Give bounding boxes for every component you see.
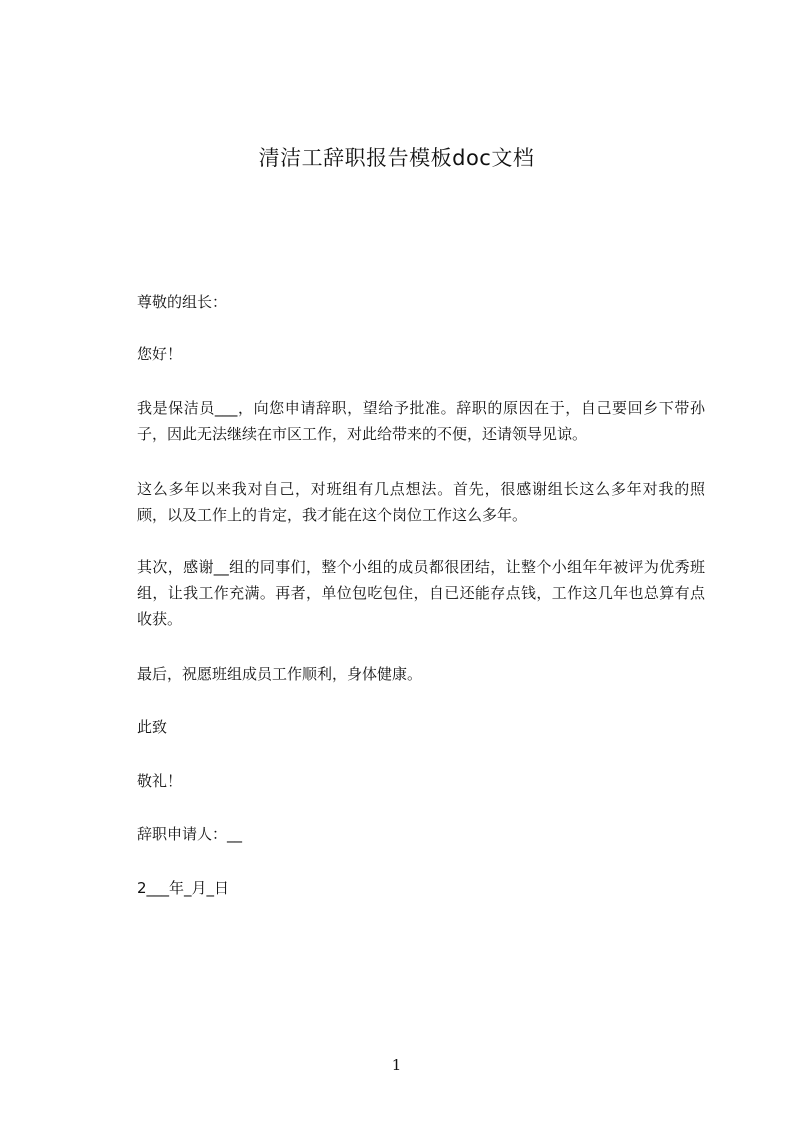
document-title: 清洁工辞职报告模板doc文档 bbox=[258, 146, 535, 170]
body-paragraph: 我是保洁员___，向您申请辞职，望给予批准。辞职的原因在于，自己要回乡下带孙子，因此无法继续在市区工作，对此给带来的不便，还请领导见谅。 bbox=[137, 399, 705, 443]
body-paragraph: 最后，祝愿班组成员工作顺利，身体健康。 bbox=[137, 665, 423, 683]
body-paragraph: 这么多年以来我对自己，对班组有几点想法。首先，很感谢组长这么多年对我的照顾，以及工作上的肯定，我才能在这个岗位工作这么多年。 bbox=[137, 480, 705, 524]
salutation: 尊敬的组长： bbox=[137, 293, 228, 311]
page-number: 1 bbox=[391, 1056, 402, 1074]
body-paragraph: 其次，感谢__组的同事们，整个小组的成员都很团结，让整个小组年年被评为优秀班组，让我工作充满。再者，单位包吃包住，自已还能存点钱，工作这几年也总算有点收获。 bbox=[137, 558, 705, 628]
closing-line: 此致 bbox=[137, 718, 168, 736]
closing-regards: 敬礼！ bbox=[137, 772, 183, 790]
date-line: 2___年_月_日 bbox=[137, 879, 230, 897]
signature-line: 辞职申请人：__ bbox=[137, 825, 243, 843]
greeting: 您好！ bbox=[137, 345, 183, 363]
